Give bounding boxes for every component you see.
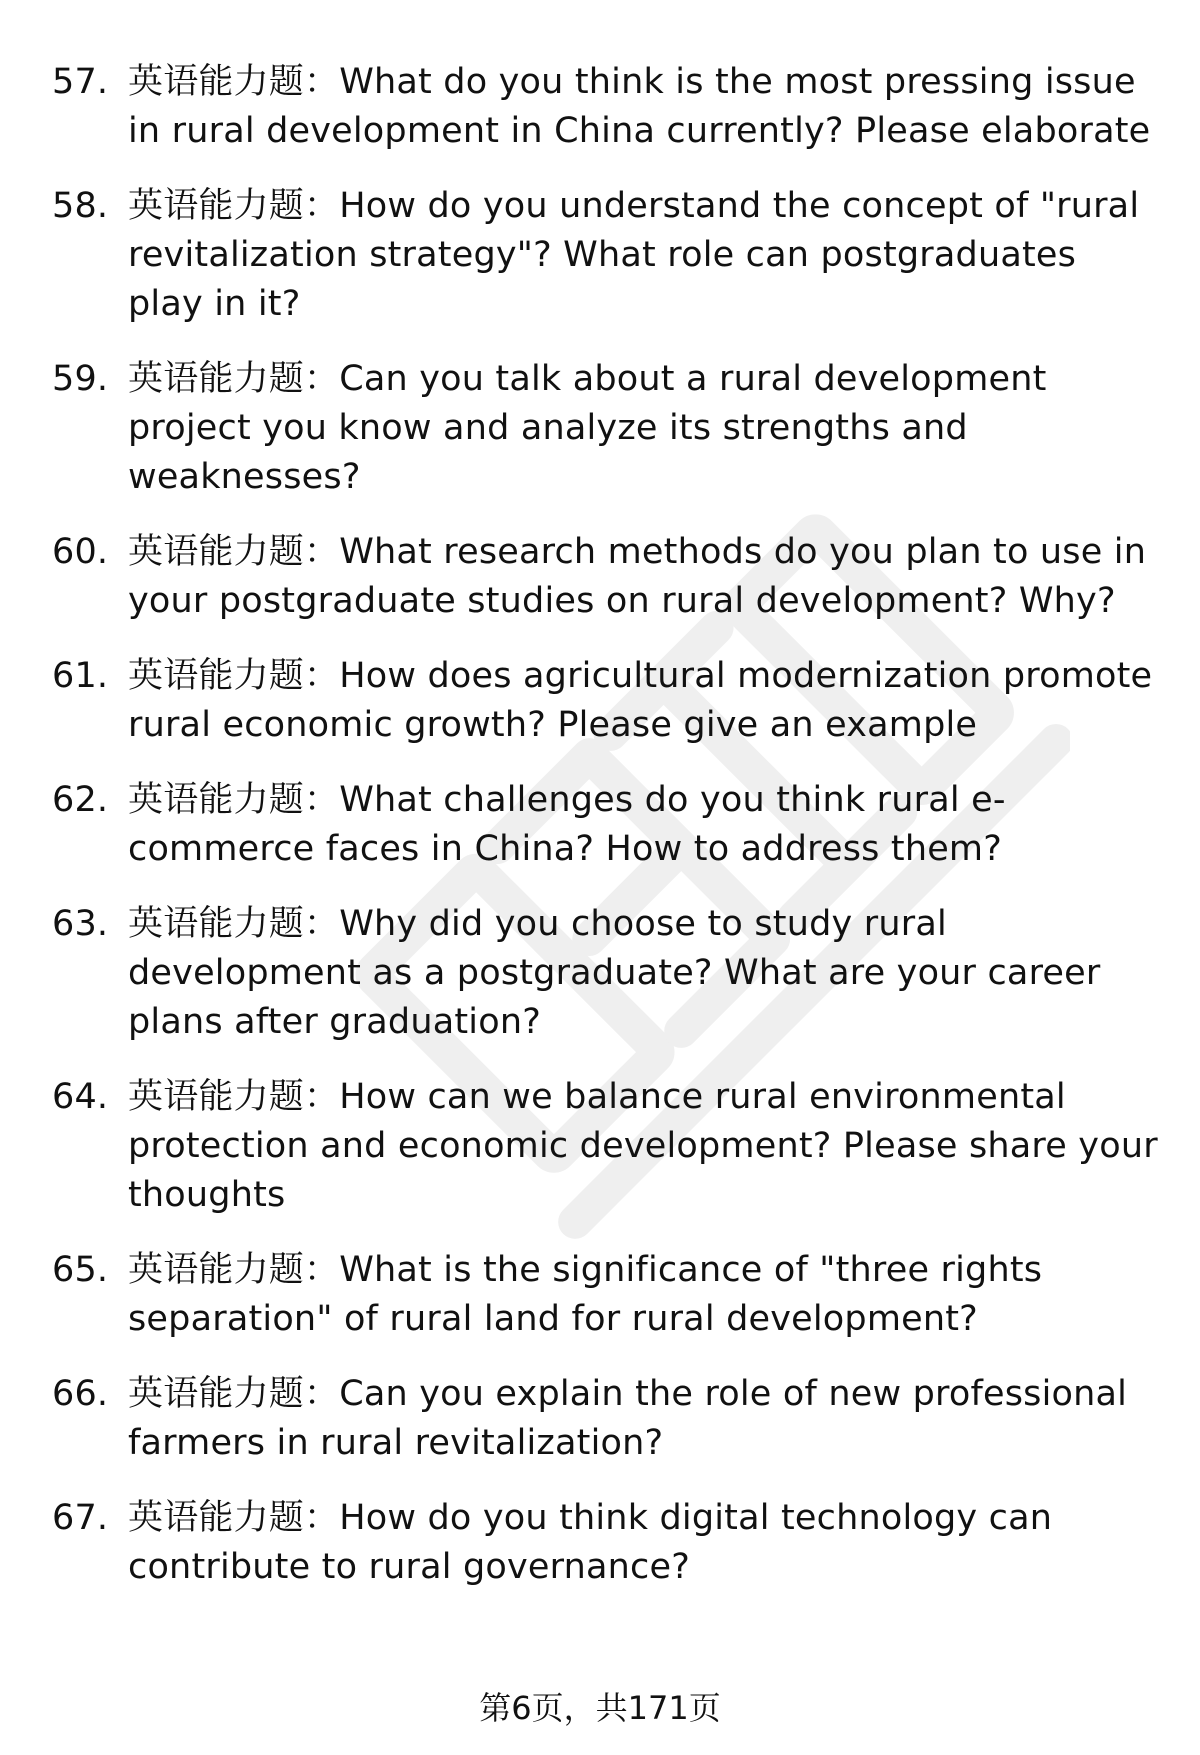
question-text: How do you understand the concept of "rural revitalization strategy"? What role can postgraduates play in it? [128, 186, 1140, 324]
question-category-tag: 英语能力题： [128, 1077, 340, 1117]
question-category-tag: 英语能力题： [128, 656, 340, 696]
question-category-tag: 英语能力题： [128, 904, 340, 944]
question-category-tag: 英语能力题： [128, 186, 340, 226]
question-category-tag: 英语能力题： [128, 1498, 340, 1538]
question-list [52, 58, 1162, 1592]
question-category-tag: 英语能力题： [128, 780, 340, 820]
question-item-67 [52, 1494, 1162, 1592]
question-number: 61. [52, 656, 109, 696]
question-text: Why did you choose to study rural development as a postgraduate? What are your career plans after graduation? [128, 904, 1101, 1042]
question-text: What is the significance of "three rights separation" of rural land for rural development? [128, 1250, 1043, 1339]
page-number-label: 第6页，共171页 [479, 1689, 721, 1727]
question-text: What challenges do you think rural e-commerce faces in China? How to address them? [128, 780, 1006, 869]
question-number: 62. [52, 780, 109, 820]
question-number: 67. [52, 1498, 109, 1538]
question-number: 58. [52, 186, 109, 226]
question-body [128, 1370, 1162, 1468]
question-item-62 [52, 776, 1162, 874]
question-item-57 [52, 58, 1162, 156]
question-item-60 [52, 528, 1162, 626]
question-item-65 [52, 1246, 1162, 1344]
question-body [128, 900, 1162, 1047]
question-number: 57. [52, 62, 109, 102]
question-category-tag: 英语能力题： [128, 532, 340, 572]
question-category-tag: 英语能力题： [128, 1250, 340, 1290]
question-number: 65. [52, 1250, 109, 1290]
question-body [128, 652, 1162, 750]
question-item-59 [52, 355, 1162, 502]
question-body [128, 1246, 1162, 1344]
question-number: 64. [52, 1077, 109, 1117]
question-text: Can you explain the role of new professional farmers in rural revitalization? [128, 1374, 1128, 1463]
question-body [128, 58, 1162, 156]
question-item-66 [52, 1370, 1162, 1468]
question-item-61 [52, 652, 1162, 750]
question-category-tag: 英语能力题： [128, 62, 340, 102]
question-item-64 [52, 1073, 1162, 1220]
question-number: 66. [52, 1374, 109, 1414]
question-body [128, 528, 1162, 626]
page-footer [0, 1688, 1200, 1728]
question-number: 59. [52, 359, 109, 399]
question-text: How does agricultural modernization promote rural economic growth? Please give an example [128, 656, 1153, 745]
question-item-63 [52, 900, 1162, 1047]
question-body [128, 182, 1162, 329]
question-text: How can we balance rural environmental protection and economic development? Please share your thoughts [128, 1077, 1158, 1215]
question-text: What research methods do you plan to use in your postgraduate studies on rural development? Why? [128, 532, 1147, 621]
question-number: 60. [52, 532, 109, 572]
question-body [128, 1494, 1162, 1592]
question-number: 63. [52, 904, 109, 944]
question-category-tag: 英语能力题： [128, 1374, 340, 1414]
question-text: Can you talk about a rural development project you know and analyze its strengths and weaknesses? [128, 359, 1047, 497]
question-body [128, 355, 1162, 502]
question-item-58 [52, 182, 1162, 329]
question-text: How do you think digital technology can contribute to rural governance? [128, 1498, 1053, 1587]
question-category-tag: 英语能力题： [128, 359, 340, 399]
question-text: What do you think is the most pressing issue in rural development in China currently? Please elaborate [128, 62, 1151, 151]
question-body [128, 1073, 1162, 1220]
question-body [128, 776, 1162, 874]
